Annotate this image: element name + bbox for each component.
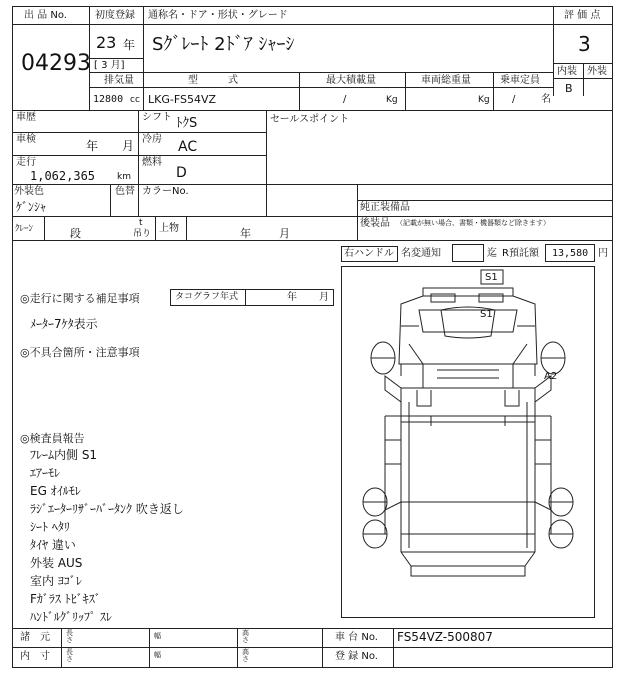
divider	[12, 216, 613, 217]
list-item: ﾗｼﾞｴｰﾀｰﾘｻﾞｰﾊﾞｰﾀﾝｸ 吹き返し	[30, 502, 184, 516]
chassis-number-label: 車 台 No.	[335, 632, 378, 643]
supplement-title: ◎走行に関する補足事項	[20, 292, 140, 305]
supplement-text: ﾒｰﾀｰ7ｹﾀ表示	[30, 317, 98, 331]
retrofit-note: （記載が無い場合、書類・機器類など除きます）	[396, 219, 550, 227]
equipment-label: 純正装備品	[360, 202, 410, 213]
model-label: 通称名・ドア・形状・グレード	[148, 10, 288, 21]
truck-windshield	[419, 310, 517, 332]
damage-marker-side: A2	[544, 371, 558, 382]
list-item: ｼｰﾄ ﾍﾀﾘ	[30, 520, 70, 534]
damage-marker-top: S1	[485, 272, 498, 283]
divider	[322, 628, 323, 668]
damage-marker-inner: S1	[480, 309, 493, 320]
history-label: 車歴	[16, 112, 36, 123]
chassis-number: FS54VZ-500807	[397, 630, 493, 644]
inspector-title: ◎検査員報告	[20, 432, 85, 445]
first-registration-month: [ 3 月]	[94, 60, 125, 71]
divider	[553, 6, 554, 96]
inspection-year: 年	[86, 139, 99, 153]
capacity-unit: 名	[541, 94, 551, 105]
divider	[186, 216, 187, 240]
tachograph-year: 年	[287, 292, 297, 303]
rating-value: 3	[578, 32, 591, 56]
name-change-notice: 名変通知	[401, 248, 441, 259]
list-item: ﾀｲﾔ 違い	[30, 538, 76, 552]
inspection-label: 車検	[16, 134, 36, 145]
upper-body-label: 上物	[159, 223, 179, 234]
recycle-deposit-label: R預託額	[502, 248, 539, 259]
length-label: 長さ	[66, 648, 73, 664]
list-item: EG ｵｲﾙﾓﾚ	[30, 484, 81, 498]
displacement: 12800	[93, 94, 124, 105]
chassis-frame	[385, 376, 551, 416]
color-code-label: カラーNo.	[142, 186, 189, 197]
divider	[89, 72, 90, 110]
mileage-label: 走行	[16, 157, 36, 168]
tachograph-label: タコグラフ年式	[175, 292, 239, 302]
divider	[143, 6, 144, 72]
lot-number: 04293	[21, 51, 91, 76]
list-item: ﾊﾝﾄﾞﾙｸﾞﾘｯﾌﾟ ｽﾚ	[30, 610, 112, 624]
ac-value: AC	[178, 139, 198, 155]
truck-grille	[431, 294, 503, 302]
divider	[493, 72, 494, 110]
km-unit: km	[117, 172, 131, 182]
until-mark: 迄	[487, 248, 497, 259]
divider	[155, 216, 156, 240]
tachograph-month: 月	[319, 292, 329, 303]
divider	[89, 58, 143, 59]
cc-unit: cc	[130, 95, 140, 105]
crane-ton: t	[139, 218, 143, 228]
width-label: 幅	[154, 632, 161, 640]
interior-grade: B	[565, 82, 573, 95]
exterior-grade-label: 外装	[587, 66, 607, 77]
interior-grade-label: 内装	[557, 66, 577, 77]
divider	[12, 240, 613, 241]
divider	[149, 628, 150, 668]
divider	[405, 72, 406, 110]
shift-value: ﾄｸS	[176, 116, 198, 131]
yen-unit: 円	[598, 248, 608, 259]
max-load-kg: Kg	[386, 95, 398, 105]
list-item: 外装 AUS	[30, 556, 83, 570]
truck-diagram	[341, 266, 595, 618]
steering: 右ハンドル	[344, 248, 394, 259]
first-registration-year: 23	[96, 33, 117, 52]
list-item: Fｶﾞﾗｽ ﾄﾋﾞｷｽﾞ	[30, 592, 101, 606]
dimensions-label: 諸 元	[20, 632, 50, 643]
year-unit: 年	[123, 38, 136, 52]
list-item: ﾌﾚｰﾑ内側 S1	[30, 448, 98, 462]
divider	[12, 110, 613, 111]
divider	[143, 72, 144, 110]
truck-cab	[399, 296, 537, 364]
divider	[245, 289, 246, 306]
capacity-slash: /	[512, 94, 516, 105]
selling-points-label: セールスポイント	[270, 114, 350, 125]
width-label: 幅	[154, 651, 161, 659]
height-label: 高さ	[242, 629, 249, 645]
crane-label: ｸﾚｰﾝ	[15, 224, 34, 234]
height-label: 高さ	[242, 648, 249, 664]
color-label: 外装色	[14, 186, 44, 197]
fuel-value: D	[176, 165, 187, 181]
type-label: 型 式	[188, 75, 238, 86]
gross-weight-kg: Kg	[478, 95, 490, 105]
truck-rear-bumper	[401, 552, 535, 566]
divider	[44, 216, 45, 240]
divider	[89, 87, 553, 88]
divider	[12, 647, 613, 648]
crane-lift: 吊り	[133, 229, 152, 239]
capacity-label: 乗車定員	[500, 75, 540, 86]
divider	[357, 200, 613, 201]
name-change-box	[452, 244, 484, 262]
inspection-month: 月	[122, 139, 135, 153]
divider	[61, 628, 62, 668]
registration-number-label: 登 録 No.	[335, 651, 378, 662]
displacement-label: 排気量	[104, 75, 134, 86]
divider	[393, 628, 394, 668]
rating-label: 評 価 点	[564, 10, 601, 21]
defects-title: ◎不具合箇所・注意事項	[20, 346, 140, 359]
model-value: Sｸﾞﾚｰﾄ 2ﾄﾞｱ ｼｬｰｼ	[152, 34, 295, 55]
gross-weight-label: 車両総重量	[421, 75, 471, 86]
lot-number-label: 出 品 No.	[24, 10, 67, 21]
shift-label: シフト	[142, 112, 172, 123]
divider	[138, 110, 139, 216]
list-item: 室内 ﾖｺﾞﾚ	[30, 574, 82, 588]
first-registration-label: 初度登録	[95, 10, 135, 21]
interior-dims-label: 内 寸	[20, 651, 50, 662]
divider	[12, 24, 613, 25]
crane-stage: 段	[70, 227, 81, 240]
recycle-deposit-value: 13,580	[552, 248, 589, 259]
model-type: LKG-FS54VZ	[148, 93, 217, 106]
divider	[12, 155, 266, 156]
color-value: ｹﾞﾝｼｬ	[16, 200, 47, 214]
max-load-slash: /	[343, 94, 347, 105]
mileage-value: 1,062,365	[30, 169, 96, 183]
length-label: 長さ	[66, 629, 73, 645]
divider	[12, 628, 613, 629]
divider	[12, 132, 266, 133]
divider	[12, 184, 613, 185]
upper-body-year: 年	[240, 227, 251, 240]
divider	[266, 110, 267, 216]
max-load-label: 最大積載量	[326, 75, 376, 86]
upper-body-month: 月	[279, 227, 290, 240]
truck-bumper	[423, 288, 513, 296]
list-item: ｴｱｰﾓﾚ	[30, 466, 61, 480]
divider	[583, 63, 584, 96]
divider	[110, 184, 111, 216]
divider	[237, 628, 238, 668]
fuel-label: 燃料	[142, 157, 162, 168]
ac-label: 冷房	[142, 134, 162, 145]
divider	[89, 72, 553, 73]
divider	[357, 184, 358, 240]
divider	[299, 72, 300, 110]
retrofit-label: 後装品	[360, 218, 390, 229]
color-change-label: 色替	[115, 186, 135, 197]
